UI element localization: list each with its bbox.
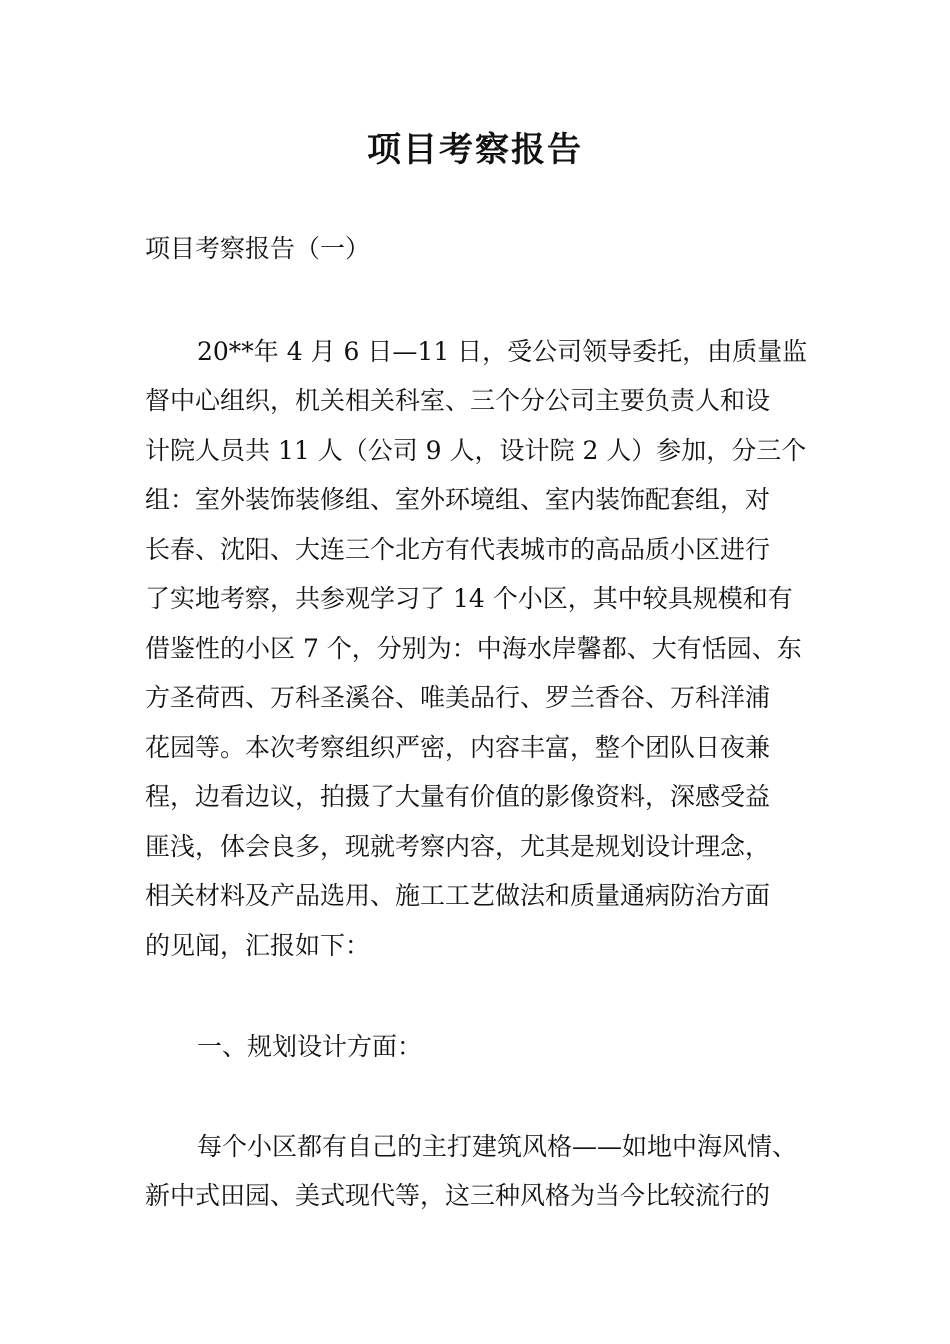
- paragraph-line: 程，边看边议，拍摄了大量有价值的影像资料，深感受益: [145, 782, 771, 811]
- paragraph-line: 匪浅，体会良多，现就考察内容，尤其是规划设计理念，: [145, 832, 771, 861]
- section-heading: 一、规划设计方面：: [197, 1032, 423, 1061]
- paragraph-line: 长春、沈阳、大连三个北方有代表城市的高品质小区进行: [145, 535, 771, 564]
- paragraph-line: 了实地考察，共参观学习了 14 个小区，其中较具规模和有: [145, 584, 793, 613]
- paragraph-line: 相关材料及产品选用、施工工艺做法和质量通病防治方面: [145, 881, 771, 910]
- paragraph-line: 督中心组织，机关相关科室、三个分公司主要负责人和设: [145, 386, 771, 415]
- paragraph-line: 每个小区都有自己的主打建筑风格——如地中海风情、: [197, 1132, 798, 1161]
- paragraph-line: 计院人员共 11 人（公司 9 人，设计院 2 人）参加，分三个: [145, 436, 807, 465]
- paragraph-line: 借鉴性的小区 7 个，分别为：中海水岸馨都、大有恬园、东: [145, 634, 802, 663]
- paragraph-line: 新中式田园、美式现代等，这三种风格为当今比较流行的: [145, 1181, 771, 1210]
- paragraph-line: 花园等。本次考察组织严密，内容丰富，整个团队日夜兼: [145, 733, 771, 762]
- paragraph-line: 20**年 4 月 6 日—11 日，受公司领导委托，由质量监: [197, 337, 808, 366]
- paragraph-line: 方圣荷西、万科圣溪谷、唯美品行、罗兰香谷、万科洋浦: [145, 683, 771, 712]
- report-subtitle: 项目考察报告（一）: [145, 234, 371, 263]
- document-title: 项目考察报告: [367, 130, 583, 170]
- paragraph-line: 的见闻，汇报如下：: [145, 931, 371, 960]
- paragraph-line: 组：室外装饰装修组、室外环境组、室内装饰配套组，对: [145, 485, 771, 514]
